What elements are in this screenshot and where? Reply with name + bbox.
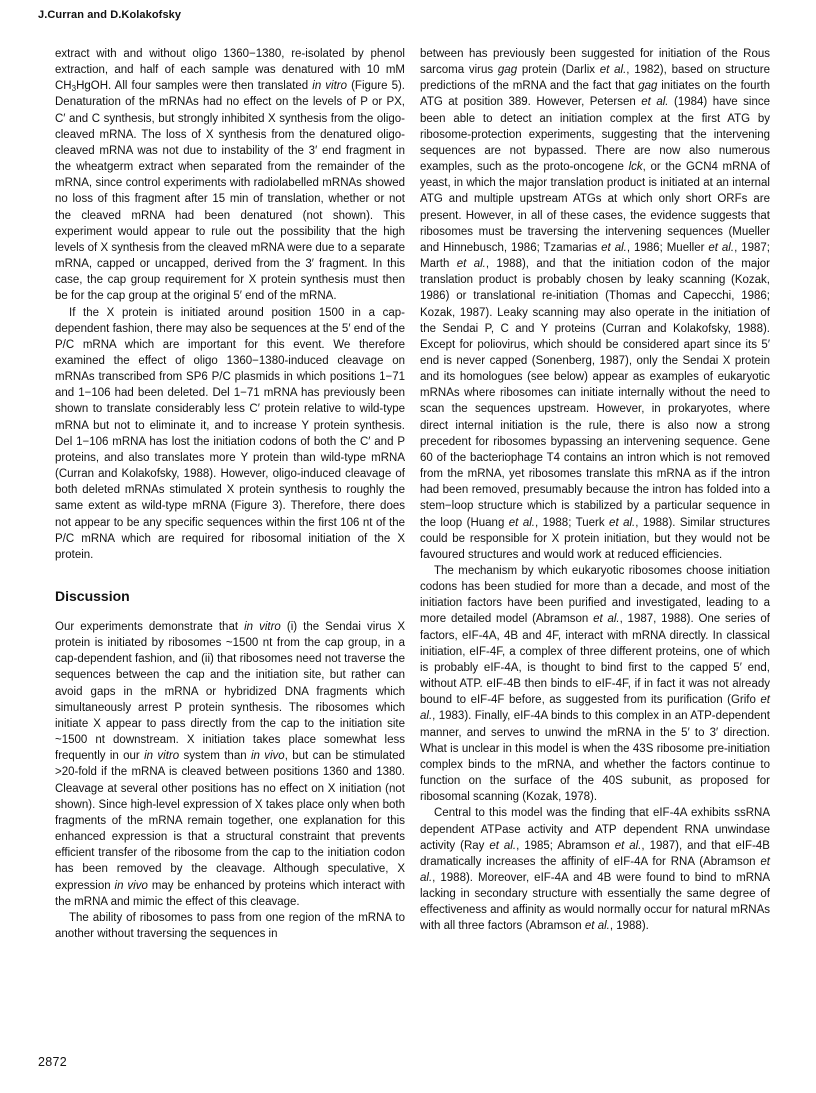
italic-text: et al.: [708, 241, 735, 254]
italic-text: in vitro: [244, 621, 281, 633]
italic-text: et al.: [599, 64, 627, 77]
paragraph: The ability of ribosomes to pass from one region of the mRNA to another without traversing the sequences in: [55, 911, 405, 940]
paragraph: Our experiments demonstrate that in vitro (i) the Sendai virus X protein is initiated by ribosomes ~1500 nt from the cap group, in a cap-dependent fashion, and (ii) that ribosomes need not traverse the sequences between the cap and the initiation site, but rather can avoid gaps in the mRNA or hybridized DNA fragments which simultaneously arrest P protein synthesis. The ribosomes which initiate X appear to pass directly from the cap to the initiation site ~1500 nt downstream. X initiation takes place somewhat less frequently in our in vitro system than in vivo, but can be stimulated >20-fold if the mRNA is cleaved between positions 1360 and 1380. Cleavage at several other positions has no effect on X initiation (not shown). Since high-level expression of X takes place only when both fragments of the mRNA remain together, one explanation for this enhanced expression is that a structural constraint that prevents efficient transfer of the ribosome from the cap to the initiation codon has been removed by the cleavage. Although speculative, X expression in vivo may be enhanced by proteins which interact with the mRNA and mimic the effect of this cleavage.: [55, 621, 406, 908]
paragraph: between has previously been suggested for initiation of the Rous sarcoma virus gag protein (Darlix et al., 1982), based on structure predictions of the mRNA and the fact that gag initiates on the fourth ATG at position 389. However, Petersen et al. (1984) have since been able to detect an initiation complex at the first ATG by ribosome-protection experiments, suggesting that the intervening sequences are not bypassed. There are now also numerous examples, such as the proto-oncogene lck, or the GCN4 mRNA of yeast, in which the major translation product is initiated at an internal ATG and multiple upstream ATGs at which only short ORFs are present. However, in all of these cases, the evidence suggests that ribosomes must be traversing the intervening sequences (Mueller and Hinnebusch, 1986; Tzamarias et al., 1986; Mueller et al., 1987; Marth et al., 1988), and that the initiation codon of the major translation product is probably chosen by leaky scanning (Kozak, 1986) or translational re-initiation (Thomas and Capecchi, 1986; Kozak, 1987). Leaky scanning may also operate in the initiation of the Sendai P, C and Y proteins (Curran and Kolakofsky, 1988). Except for poliovirus, which should be considered apart since its 5′ end is never capped (Sonenberg, 1987), only the Sendai X protein and its homologues (see below) appear as examples of eukaryotic mRNAs where ribosomes can initiate internally without the need to scan the sequences upstream. However, in prokaryotes, where direct internal initiation is the rule, there is also now a strong precedent for ribosomes bypassing an intervening sequence. Gene 60 of the bacteriophage T4 contains an intron which is not removed from the mRNA, yet ribosomes translate this mRNA as if the intron had been removed, presumably because the intron has folded into a stem−loop structure which is stabilized by a particular sequence in the loop (Huang et al., 1988; Tuerk et al., 1988). Similar structures could be responsible for X protein initiation, but they would not be favoured structures and would work at reduced efficiencies.: [420, 48, 770, 561]
italic-text: et al.: [593, 613, 620, 626]
italic-text: in vivo: [250, 750, 285, 763]
italic-text: et al.: [614, 839, 642, 852]
italic-text: et al.: [601, 241, 627, 254]
italic-text: et al.: [508, 516, 535, 529]
paragraph: The mechanism by which eukaryotic ribosomes choose initiation codons has been studied for more than a decade, and most of the initiation factors have been purified and investigated, leading to a more detailed model (Abramson et al., 1987, 1988). One series of factors, eIF-4A, 4B and 4F, interact with mRNA directly. In classical initiation, eIF-4F, a complex of three different proteins, one of which is probably eIF-4A, is thought to bind first to the capped 5′ end, without ATP. eIF-4B then binds to eIF-4F, if in fact it was not already bound to eIF-4F before, as suggested from its purification (Grifo et al., 1983). Finally, eIF-4A binds to this complex in an ATP-dependent manner, and serves to unwind the mRNA in the 5′ to 3′ direction. What is unclear in this model is when the 43S ribosome pre-initiation complex binds to the mRNA, and whether the factors continue to function on the surface of the 40S subunit, as proposed for ribosomal scanning (Kozak, 1978).: [420, 565, 770, 804]
right-column: [420, 46, 770, 935]
italic-text: et al.: [420, 855, 770, 884]
italic-text: lck: [628, 161, 643, 174]
section-heading: Discussion: [55, 588, 130, 604]
italic-text: in vivo: [114, 879, 148, 892]
subscript: 3: [71, 84, 77, 94]
paragraph: If the X protein is initiated around position 1500 in a cap-dependent fashion, there may also be sequences at the 5′ end of the P/C mRNA which are important for this event. We therefore examined the effect of oligo 1360−1380-induced cleavage on mRNAs transcribed from SP6 P/C plasmids in which positions 1−71 and 1−106 had been deleted. Del 1−71 mRNA has previously been shown to translate considerably less C′ protein relative to wild-type mRNA but not to eliminate it, and to increase Y protein synthesis. Del 1−106 mRNA has lost the initiation codons of both the C′ and P proteins, and also translates more Y protein than wild-type mRNA (Curran and Kolakofsky, 1988). However, oligo-induced cleavage of both deleted mRNAs stimulated X protein synthesis to roughly the same extent as wild-type mRNA (Figure 3). Therefore, there does not appear to be any specific sequences within the first 106 nt of the P/C mRNA which are required for ribosomal initiation of the X protein.: [55, 306, 405, 561]
paragraph: extract with and without oligo 1360−1380, re-isolated by phenol extraction, and half of each sample was denatured with 10 mM $CH_3HgOH$. All four samples were then translated in vitro (Figure 5). Denaturation of the mRNAs had no effect on the levels of P or PX, C′ and C synthesis, but strongly inhibited X synthesis from the oligo-cleaved mRNA. The loss of X synthesis from the denatured oligo-cleaved mRNA was not due to instability of the 3′ end fragment in the wheatgerm extract when separated from the remainder of the mRNA, since control experiments with radiolabelled mRNAs showed no loss of this fragment after 15 min of translation, whether or not the cleaved mRNA had been denatured (not shown). This experiment would appear to rule out the possibility that the high levels of X synthesis from the cleaved mRNA were due to a separate mRNA, capped or uncapped, derived from the 3′ fragment. In this case, the cap group requirement for X protein synthesis must then be for the cap group at the original 5′ end of the mRNA.: [55, 48, 406, 303]
italic-text: in vitro: [312, 80, 348, 93]
italic-text: gag: [497, 64, 518, 77]
left-column: [55, 46, 405, 942]
paragraph: Central to this model was the finding that eIF-4A exhibits ssRNA dependent ATPase activity and ATP dependent RNA unwindase activity (Ray et al., 1985; Abramson et al., 1987), and that eIF-4B dramatically increases the affinity of eIF-4A for RNA (Abramson et al., 1988). Moreover, eIF-4A and 4B were found to bind to mRNA lacking in secondary structure with essentially the same degree of effectiveness and affinity as would normally occur for natural mRNAs with all three factors (Abramson et al., 1988).: [420, 807, 770, 933]
italic-text: et al.: [641, 96, 669, 109]
italic-text: et al.: [456, 258, 486, 271]
running-header: J.Curran and D.Kolakofsky: [38, 9, 182, 21]
italic-text: et al.: [420, 694, 770, 723]
italic-text: in vitro: [144, 750, 180, 763]
page-number: 2872: [38, 1055, 68, 1069]
italic-text: gag: [638, 80, 658, 93]
italic-text: et al.: [609, 516, 636, 529]
italic-text: et al.: [584, 920, 610, 933]
italic-text: et al.: [489, 839, 517, 852]
